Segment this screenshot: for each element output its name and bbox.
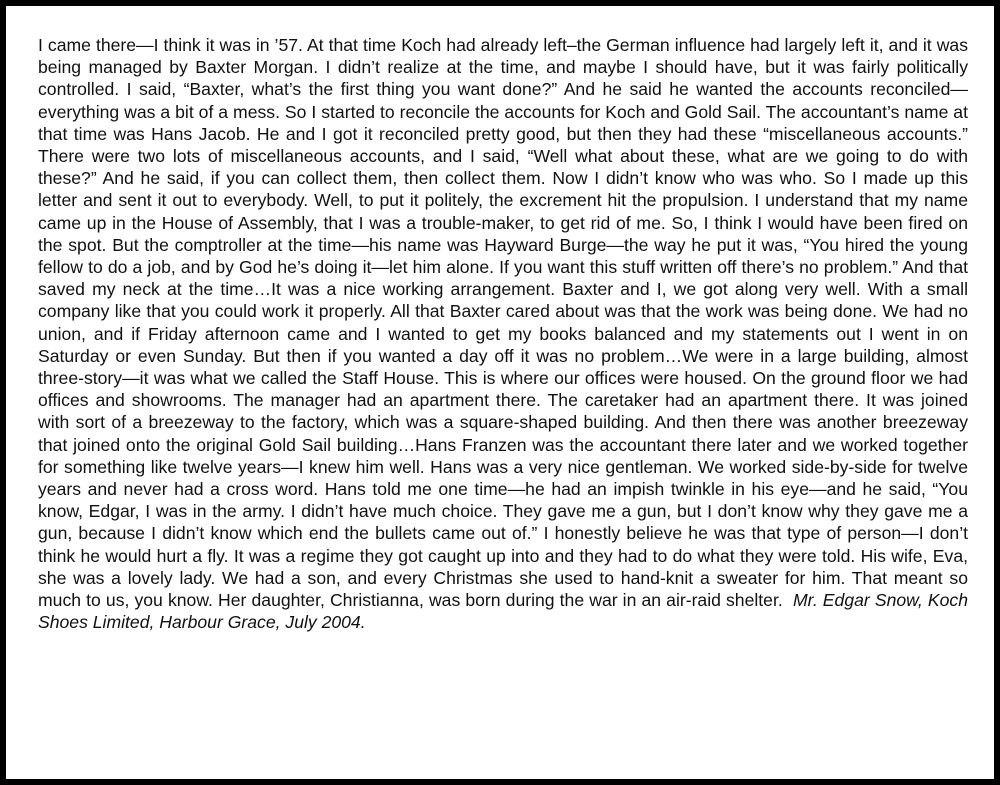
quote-attribution: Mr. Edgar Snow, Koch Shoes Limited, Harbour Grace, July 2004. <box>38 590 968 633</box>
document-page <box>6 6 994 779</box>
oral-history-quote <box>38 34 968 633</box>
quote-body-text: I came there—I think it was in ’57. At that time Koch had already left–the German influence had largely left it, and it was being managed by Baxter Morgan. I didn’t realize at the time, and maybe I should have, but it was fairly politically controlled. I said, “Baxter, what’s the first thing you want done?” And he said he wanted the accounts reconciled—everything was a bit of a mess. So I started to reconcile the accounts for Koch and Gold Sail. The accountant’s name at that time was Hans Jacob. He and I got it reconciled pretty good, but then they had these “miscellaneous accounts.” There were two lots of miscellaneous accounts, and I said, “Well what about these, what are we going to do with these?” And he said, if you can collect them, then collect them. Now I didn’t know who was who. So I made up this letter and sent it out to everybody. Well, to put it politely, the excrement hit the propulsion. I understand that my name came up in the House of Assembly, that I was a trouble-maker, to get rid of me. So, I think I would have been fired on the spot. But the comptroller at the time—his name was Hayward Burge—the way he put it was, “You hired the young fellow to do a job, and by God he’s doing it—let him alone. If you want this stuff written off there’s no problem.” And that saved my neck at the time…It was a nice working arrangement. Baxter and I, we got along very well. With a small company like that you could work it properly. All that Baxter cared about was that the work was being done. We had no union, and if Friday afternoon came and I wanted to get my books balanced and my statements out I went in on Saturday or even Sunday. But then if you wanted a day off it was no problem…We were in a large building, almost three-story—it was what we called the Staff House. This is where our offices were housed. On the ground floor we had offices and showrooms. The manager had an apartment there. The caretaker had an apartment there. It was joined with sort of a breezeway to the factory, which was a square-shaped building. And then there was another breezeway that joined onto the original Gold Sail building…Hans Franzen was the accountant there later and we worked together for something like twelve years—I knew him well. Hans was a very nice gentleman. We worked side-by-side for twelve years and never had a cross word. Hans told me one time—he had an impish twinkle in his eye—and he said, “You know, Edgar, I was in the army. I didn’t have much choice. They gave me a gun, but I don’t know why they gave me a gun, because I didn’t know which end the bullets came out of.” I honestly believe he was that type of person—I don’t think he would hurt a fly. It was a regime they got caught up into and they had to do what they were told. His wife, Eva, she was a lovely lady. We had a son, and every Christmas she used to hand-knit a sweater for him. That meant so much to us, you know. Her daughter, Christianna, was born during the war in an air-raid shelter. <box>38 35 968 611</box>
